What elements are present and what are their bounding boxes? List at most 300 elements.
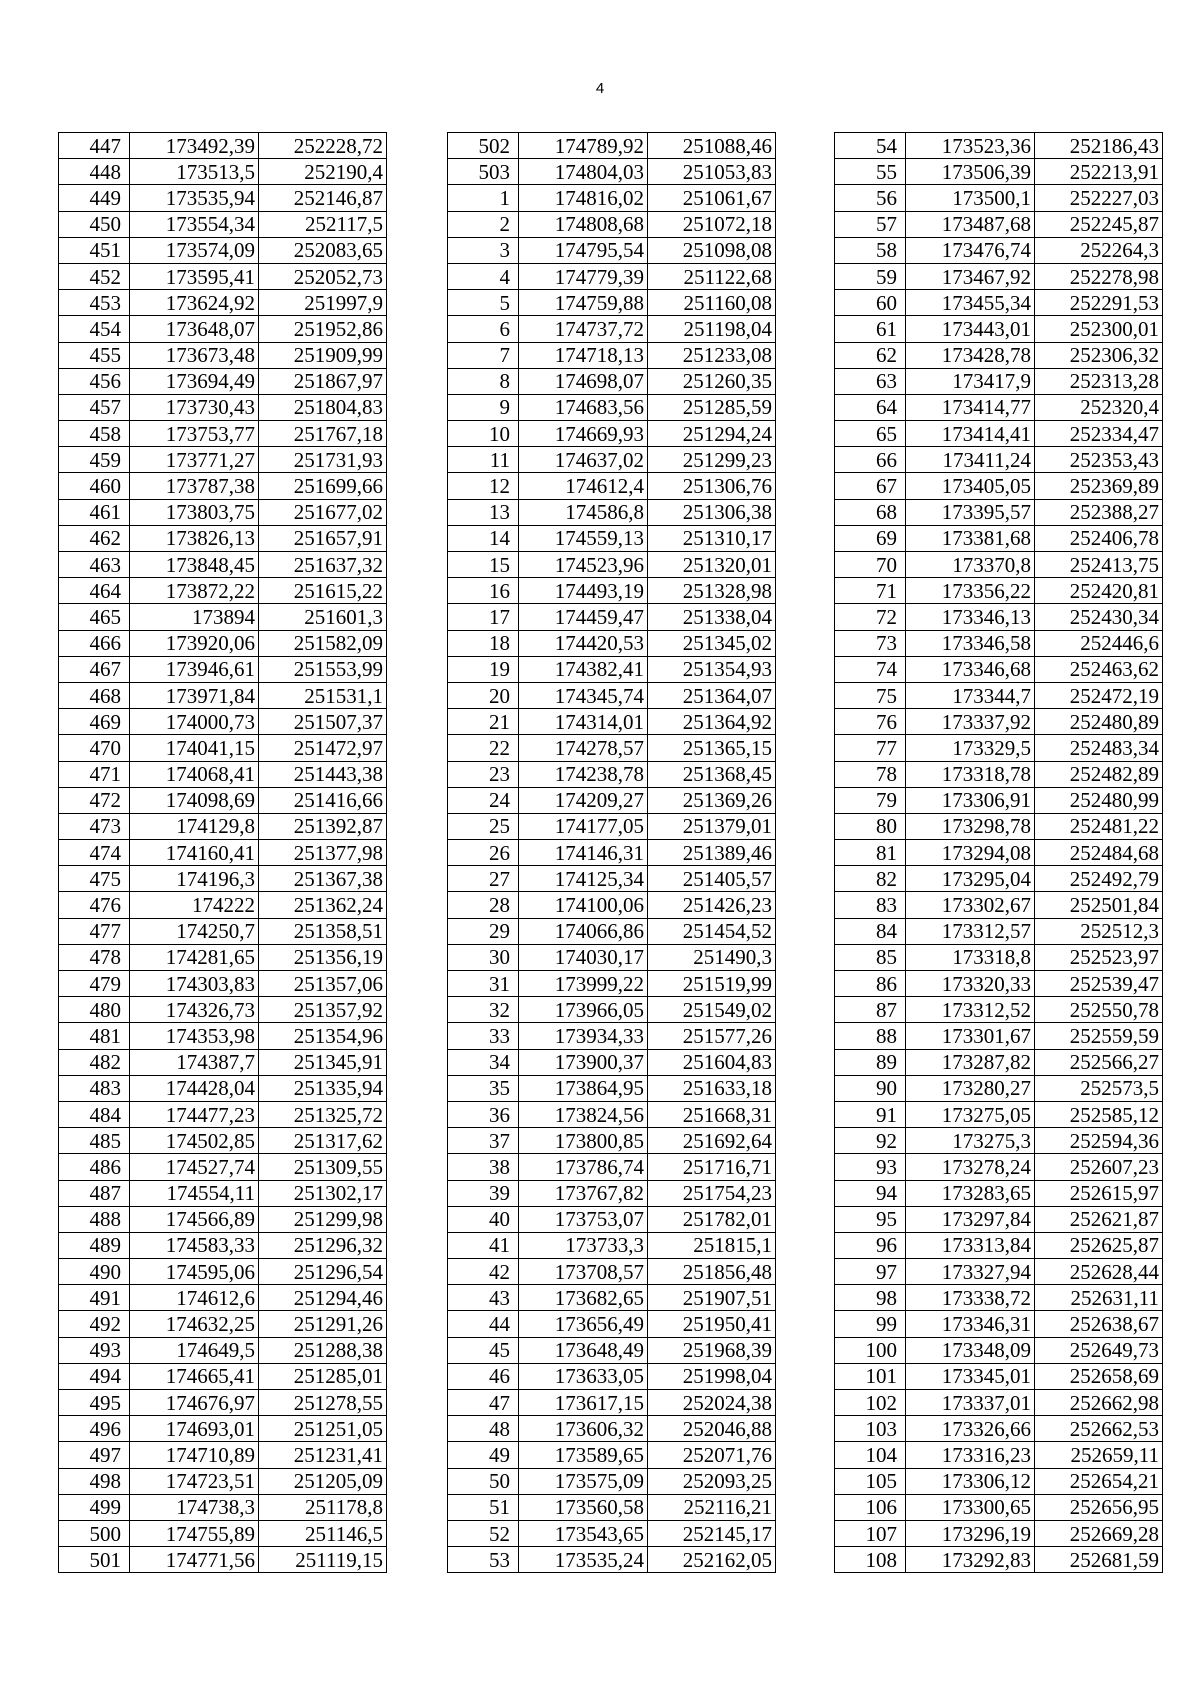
point-number-cell: 2 [448, 211, 519, 237]
point-number-cell: 488 [59, 1206, 130, 1232]
point-number-cell: 489 [59, 1232, 130, 1258]
point-number-cell: 94 [835, 1180, 906, 1206]
point-number-cell: 28 [448, 892, 519, 918]
point-number-cell: 480 [59, 997, 130, 1023]
y-coordinate-cell: 252046,88 [648, 1416, 776, 1442]
y-coordinate-cell: 251637,32 [259, 552, 387, 578]
table-row [59, 578, 387, 604]
table-row [448, 1285, 776, 1311]
table-row [448, 840, 776, 866]
x-coordinate-cell: 173312,57 [906, 918, 1035, 944]
x-coordinate-cell: 173411,24 [906, 447, 1035, 473]
x-coordinate-cell: 174459,47 [519, 604, 648, 630]
table-row [59, 447, 387, 473]
table-row [835, 1180, 1163, 1206]
y-coordinate-cell: 252291,53 [1035, 290, 1163, 316]
table-row [835, 1390, 1163, 1416]
point-number-cell: 11 [448, 447, 519, 473]
y-coordinate-cell: 252594,36 [1035, 1128, 1163, 1154]
point-number-cell: 44 [448, 1311, 519, 1337]
y-coordinate-cell: 252628,44 [1035, 1259, 1163, 1285]
table-row [835, 1520, 1163, 1546]
x-coordinate-cell: 174566,89 [130, 1206, 259, 1232]
x-coordinate-cell: 173395,57 [906, 499, 1035, 525]
point-number-cell: 24 [448, 787, 519, 813]
point-number-cell: 475 [59, 866, 130, 892]
table-row [59, 1206, 387, 1232]
point-number-cell: 55 [835, 159, 906, 185]
y-coordinate-cell: 251294,24 [648, 421, 776, 447]
point-number-cell: 3 [448, 237, 519, 263]
y-coordinate-cell: 252024,38 [648, 1390, 776, 1416]
table-row [835, 1285, 1163, 1311]
y-coordinate-cell: 251767,18 [259, 421, 387, 447]
y-coordinate-cell: 251354,96 [259, 1023, 387, 1049]
table-row [835, 447, 1163, 473]
table-row [59, 1285, 387, 1311]
x-coordinate-cell: 173589,65 [519, 1442, 648, 1468]
x-coordinate-cell: 174125,34 [519, 866, 648, 892]
page-number: 4 [595, 80, 605, 97]
table-row [59, 473, 387, 499]
x-coordinate-cell: 174129,8 [130, 813, 259, 839]
y-coordinate-cell: 252320,4 [1035, 394, 1163, 420]
x-coordinate-cell: 173327,94 [906, 1259, 1035, 1285]
point-number-cell: 42 [448, 1259, 519, 1285]
x-coordinate-cell: 174493,19 [519, 578, 648, 604]
table-row [835, 342, 1163, 368]
x-coordinate-cell: 174222 [130, 892, 259, 918]
point-number-cell: 473 [59, 813, 130, 839]
table-row [59, 735, 387, 761]
x-coordinate-cell: 174795,54 [519, 237, 648, 263]
table-row [59, 813, 387, 839]
x-coordinate-cell: 173348,09 [906, 1337, 1035, 1363]
x-coordinate-cell: 173326,66 [906, 1416, 1035, 1442]
point-number-cell: 450 [59, 211, 130, 237]
table-row [59, 394, 387, 420]
x-coordinate-cell: 173344,7 [906, 682, 1035, 708]
x-coordinate-cell: 173673,48 [130, 342, 259, 368]
x-coordinate-cell: 174669,93 [519, 421, 648, 447]
x-coordinate-cell: 173381,68 [906, 525, 1035, 551]
x-coordinate-cell: 173803,75 [130, 499, 259, 525]
x-coordinate-cell: 173966,05 [519, 997, 648, 1023]
y-coordinate-cell: 251364,92 [648, 709, 776, 735]
point-number-cell: 449 [59, 185, 130, 211]
table-row [835, 997, 1163, 1023]
table-row [448, 1049, 776, 1075]
x-coordinate-cell: 173730,43 [130, 394, 259, 420]
y-coordinate-cell: 251604,83 [648, 1049, 776, 1075]
point-number-cell: 72 [835, 604, 906, 630]
table-row [448, 1494, 776, 1520]
point-number-cell: 13 [448, 499, 519, 525]
table-row [835, 682, 1163, 708]
x-coordinate-cell: 173575,09 [519, 1468, 648, 1494]
point-number-cell: 49 [448, 1442, 519, 1468]
y-coordinate-cell: 252631,11 [1035, 1285, 1163, 1311]
point-number-cell: 494 [59, 1363, 130, 1389]
x-coordinate-cell: 173414,77 [906, 394, 1035, 420]
point-number-cell: 45 [448, 1337, 519, 1363]
y-coordinate-cell: 252313,28 [1035, 368, 1163, 394]
point-number-cell: 54 [835, 133, 906, 159]
x-coordinate-cell: 173864,95 [519, 1075, 648, 1101]
y-coordinate-cell: 251416,66 [259, 787, 387, 813]
x-coordinate-cell: 173694,49 [130, 368, 259, 394]
x-coordinate-cell: 174345,74 [519, 682, 648, 708]
x-coordinate-cell: 174804,03 [519, 159, 648, 185]
table-row [448, 578, 776, 604]
y-coordinate-cell: 252145,17 [648, 1520, 776, 1546]
table-row [835, 709, 1163, 735]
table-row [448, 787, 776, 813]
table-row [59, 237, 387, 263]
x-coordinate-cell: 174710,89 [130, 1442, 259, 1468]
x-coordinate-cell: 174723,51 [130, 1468, 259, 1494]
table-row [59, 1520, 387, 1546]
x-coordinate-cell: 174068,41 [130, 761, 259, 787]
point-number-cell: 486 [59, 1154, 130, 1180]
point-number-cell: 78 [835, 761, 906, 787]
point-number-cell: 84 [835, 918, 906, 944]
y-coordinate-cell: 251443,38 [259, 761, 387, 787]
x-coordinate-cell: 174789,92 [519, 133, 648, 159]
table-row [448, 290, 776, 316]
table-row [448, 1520, 776, 1546]
y-coordinate-cell: 251582,09 [259, 630, 387, 656]
x-coordinate-cell: 173999,22 [519, 971, 648, 997]
x-coordinate-cell: 174502,85 [130, 1128, 259, 1154]
table-row [448, 1390, 776, 1416]
x-coordinate-cell: 173320,33 [906, 971, 1035, 997]
y-coordinate-cell: 251549,02 [648, 997, 776, 1023]
x-coordinate-cell: 173294,08 [906, 840, 1035, 866]
y-coordinate-cell: 251233,08 [648, 342, 776, 368]
x-coordinate-cell: 174420,53 [519, 630, 648, 656]
y-coordinate-cell: 251299,23 [648, 447, 776, 473]
table-row [448, 997, 776, 1023]
table-row [448, 185, 776, 211]
y-coordinate-cell: 251345,91 [259, 1049, 387, 1075]
table-row [835, 735, 1163, 761]
table-row [59, 971, 387, 997]
x-coordinate-cell: 174632,25 [130, 1311, 259, 1337]
y-coordinate-cell: 251365,15 [648, 735, 776, 761]
y-coordinate-cell: 251615,22 [259, 578, 387, 604]
table-row [835, 1101, 1163, 1127]
y-coordinate-cell: 252480,99 [1035, 787, 1163, 813]
table-row [59, 1363, 387, 1389]
point-number-cell: 14 [448, 525, 519, 551]
x-coordinate-cell: 173455,34 [906, 290, 1035, 316]
x-coordinate-cell: 174693,01 [130, 1416, 259, 1442]
y-coordinate-cell: 251317,62 [259, 1128, 387, 1154]
point-number-cell: 35 [448, 1075, 519, 1101]
x-coordinate-cell: 174523,96 [519, 552, 648, 578]
table-row [448, 604, 776, 630]
point-number-cell: 476 [59, 892, 130, 918]
point-number-cell: 31 [448, 971, 519, 997]
table-row [835, 1468, 1163, 1494]
x-coordinate-cell: 173275,05 [906, 1101, 1035, 1127]
table-row [59, 787, 387, 813]
point-number-cell: 447 [59, 133, 130, 159]
x-coordinate-cell: 173648,49 [519, 1337, 648, 1363]
y-coordinate-cell: 251364,07 [648, 682, 776, 708]
table-body [448, 133, 776, 1573]
x-coordinate-cell: 174637,02 [519, 447, 648, 473]
point-number-cell: 102 [835, 1390, 906, 1416]
x-coordinate-cell: 173617,15 [519, 1390, 648, 1416]
point-number-cell: 30 [448, 944, 519, 970]
y-coordinate-cell: 252625,87 [1035, 1232, 1163, 1258]
x-coordinate-cell: 173574,09 [130, 237, 259, 263]
y-coordinate-cell: 252369,89 [1035, 473, 1163, 499]
point-number-cell: 88 [835, 1023, 906, 1049]
y-coordinate-cell: 251328,98 [648, 578, 776, 604]
y-coordinate-cell: 251335,94 [259, 1075, 387, 1101]
y-coordinate-cell: 252093,25 [648, 1468, 776, 1494]
y-coordinate-cell: 251354,93 [648, 656, 776, 682]
y-coordinate-cell: 252213,91 [1035, 159, 1163, 185]
point-number-cell: 50 [448, 1468, 519, 1494]
x-coordinate-cell: 174041,15 [130, 735, 259, 761]
point-number-cell: 4 [448, 263, 519, 289]
point-number-cell: 448 [59, 159, 130, 185]
x-coordinate-cell: 174586,8 [519, 499, 648, 525]
table-row [448, 1337, 776, 1363]
y-coordinate-cell: 251867,97 [259, 368, 387, 394]
table-row [59, 368, 387, 394]
table-row [835, 133, 1163, 159]
x-coordinate-cell: 174281,65 [130, 944, 259, 970]
table-row [835, 316, 1163, 342]
y-coordinate-cell: 252539,47 [1035, 971, 1163, 997]
table-row [448, 499, 776, 525]
y-coordinate-cell: 251577,26 [648, 1023, 776, 1049]
table-row [448, 1101, 776, 1127]
table-row [448, 1547, 776, 1573]
table-row [448, 1416, 776, 1442]
point-number-cell: 70 [835, 552, 906, 578]
table-row [59, 997, 387, 1023]
x-coordinate-cell: 173733,3 [519, 1232, 648, 1258]
table-row [835, 499, 1163, 525]
y-coordinate-cell: 251369,26 [648, 787, 776, 813]
y-coordinate-cell: 252638,67 [1035, 1311, 1163, 1337]
table-row [448, 709, 776, 735]
table-row [448, 1206, 776, 1232]
table-row [835, 1206, 1163, 1232]
point-number-cell: 67 [835, 473, 906, 499]
table-row [59, 1494, 387, 1520]
x-coordinate-cell: 173417,9 [906, 368, 1035, 394]
x-coordinate-cell: 173492,39 [130, 133, 259, 159]
point-number-cell: 465 [59, 604, 130, 630]
point-number-cell: 95 [835, 1206, 906, 1232]
x-coordinate-cell: 173543,65 [519, 1520, 648, 1546]
y-coordinate-cell: 252559,59 [1035, 1023, 1163, 1049]
point-number-cell: 483 [59, 1075, 130, 1101]
table-row [448, 656, 776, 682]
point-number-cell: 15 [448, 552, 519, 578]
table-row [59, 1049, 387, 1075]
y-coordinate-cell: 251088,46 [648, 133, 776, 159]
table-row [59, 866, 387, 892]
x-coordinate-cell: 174665,41 [130, 1363, 259, 1389]
table-row [59, 525, 387, 551]
table-row [835, 840, 1163, 866]
x-coordinate-cell: 173920,06 [130, 630, 259, 656]
point-number-cell: 6 [448, 316, 519, 342]
y-coordinate-cell: 252481,22 [1035, 813, 1163, 839]
y-coordinate-cell: 252071,76 [648, 1442, 776, 1468]
x-coordinate-cell: 173500,1 [906, 185, 1035, 211]
x-coordinate-cell: 174160,41 [130, 840, 259, 866]
x-coordinate-cell: 173346,31 [906, 1311, 1035, 1337]
x-coordinate-cell: 173656,49 [519, 1311, 648, 1337]
point-number-cell: 81 [835, 840, 906, 866]
x-coordinate-cell: 174428,04 [130, 1075, 259, 1101]
x-coordinate-cell: 174326,73 [130, 997, 259, 1023]
y-coordinate-cell: 251072,18 [648, 211, 776, 237]
point-number-cell: 468 [59, 682, 130, 708]
table-row [835, 1023, 1163, 1049]
y-coordinate-cell: 252406,78 [1035, 525, 1163, 551]
x-coordinate-cell: 173295,04 [906, 866, 1035, 892]
x-coordinate-cell: 174612,4 [519, 473, 648, 499]
point-number-cell: 21 [448, 709, 519, 735]
point-number-cell: 27 [448, 866, 519, 892]
table-row [59, 1390, 387, 1416]
point-number-cell: 97 [835, 1259, 906, 1285]
table-row [835, 185, 1163, 211]
y-coordinate-cell: 251699,66 [259, 473, 387, 499]
table-row [835, 1494, 1163, 1520]
table-row [835, 1547, 1163, 1573]
x-coordinate-cell: 173648,07 [130, 316, 259, 342]
point-number-cell: 464 [59, 578, 130, 604]
point-number-cell: 39 [448, 1180, 519, 1206]
x-coordinate-cell: 173708,57 [519, 1259, 648, 1285]
point-number-cell: 25 [448, 813, 519, 839]
coordinates-table-right [834, 132, 1163, 1573]
y-coordinate-cell: 252264,3 [1035, 237, 1163, 263]
y-coordinate-cell: 251368,45 [648, 761, 776, 787]
x-coordinate-cell: 173283,65 [906, 1180, 1035, 1206]
point-number-cell: 57 [835, 211, 906, 237]
y-coordinate-cell: 252523,97 [1035, 944, 1163, 970]
table-row [448, 761, 776, 787]
point-number-cell: 1 [448, 185, 519, 211]
x-coordinate-cell: 173443,01 [906, 316, 1035, 342]
y-coordinate-cell: 251856,48 [648, 1259, 776, 1285]
table-row [448, 682, 776, 708]
x-coordinate-cell: 173535,24 [519, 1547, 648, 1573]
y-coordinate-cell: 252300,01 [1035, 316, 1163, 342]
table-row [835, 1049, 1163, 1075]
y-coordinate-cell: 251358,51 [259, 918, 387, 944]
point-number-cell: 10 [448, 421, 519, 447]
y-coordinate-cell: 251553,99 [259, 656, 387, 682]
x-coordinate-cell: 173280,27 [906, 1075, 1035, 1101]
x-coordinate-cell: 173292,83 [906, 1547, 1035, 1573]
table-row [448, 133, 776, 159]
y-coordinate-cell: 251379,01 [648, 813, 776, 839]
y-coordinate-cell: 251260,35 [648, 368, 776, 394]
y-coordinate-cell: 252472,19 [1035, 682, 1163, 708]
point-number-cell: 493 [59, 1337, 130, 1363]
point-number-cell: 19 [448, 656, 519, 682]
x-coordinate-cell: 174737,72 [519, 316, 648, 342]
table-body [59, 133, 387, 1573]
table-row [448, 1468, 776, 1494]
x-coordinate-cell: 174683,56 [519, 394, 648, 420]
table-row [59, 1075, 387, 1101]
x-coordinate-cell: 174250,7 [130, 918, 259, 944]
x-coordinate-cell: 173306,91 [906, 787, 1035, 813]
point-number-cell: 9 [448, 394, 519, 420]
point-number-cell: 74 [835, 656, 906, 682]
point-number-cell: 41 [448, 1232, 519, 1258]
coordinates-table-left [58, 132, 387, 1573]
point-number-cell: 73 [835, 630, 906, 656]
y-coordinate-cell: 251061,67 [648, 185, 776, 211]
point-number-cell: 457 [59, 394, 130, 420]
y-coordinate-cell: 251320,01 [648, 552, 776, 578]
table-row [59, 1101, 387, 1127]
table-row [835, 1154, 1163, 1180]
point-number-cell: 85 [835, 944, 906, 970]
x-coordinate-cell: 174278,57 [519, 735, 648, 761]
point-number-cell: 466 [59, 630, 130, 656]
table-row [59, 1180, 387, 1206]
point-number-cell: 477 [59, 918, 130, 944]
point-number-cell: 108 [835, 1547, 906, 1573]
y-coordinate-cell: 251367,38 [259, 866, 387, 892]
y-coordinate-cell: 251405,57 [648, 866, 776, 892]
x-coordinate-cell: 174303,83 [130, 971, 259, 997]
point-number-cell: 474 [59, 840, 130, 866]
x-coordinate-cell: 174382,41 [519, 656, 648, 682]
point-number-cell: 66 [835, 447, 906, 473]
y-coordinate-cell: 252501,84 [1035, 892, 1163, 918]
table-row [448, 1128, 776, 1154]
table-row [448, 918, 776, 944]
x-coordinate-cell: 173414,41 [906, 421, 1035, 447]
point-number-cell: 26 [448, 840, 519, 866]
point-number-cell: 100 [835, 1337, 906, 1363]
y-coordinate-cell: 252388,27 [1035, 499, 1163, 525]
y-coordinate-cell: 251531,1 [259, 682, 387, 708]
table-row [835, 368, 1163, 394]
point-number-cell: 56 [835, 185, 906, 211]
x-coordinate-cell: 173554,34 [130, 211, 259, 237]
y-coordinate-cell: 251692,64 [648, 1128, 776, 1154]
x-coordinate-cell: 173346,68 [906, 656, 1035, 682]
y-coordinate-cell: 251952,86 [259, 316, 387, 342]
x-coordinate-cell: 173560,58 [519, 1494, 648, 1520]
y-coordinate-cell: 251716,71 [648, 1154, 776, 1180]
y-coordinate-cell: 252512,3 [1035, 918, 1163, 944]
x-coordinate-cell: 173346,13 [906, 604, 1035, 630]
table-row [59, 1547, 387, 1573]
table-row [59, 1311, 387, 1337]
y-coordinate-cell: 252083,65 [259, 237, 387, 263]
table-row [835, 237, 1163, 263]
